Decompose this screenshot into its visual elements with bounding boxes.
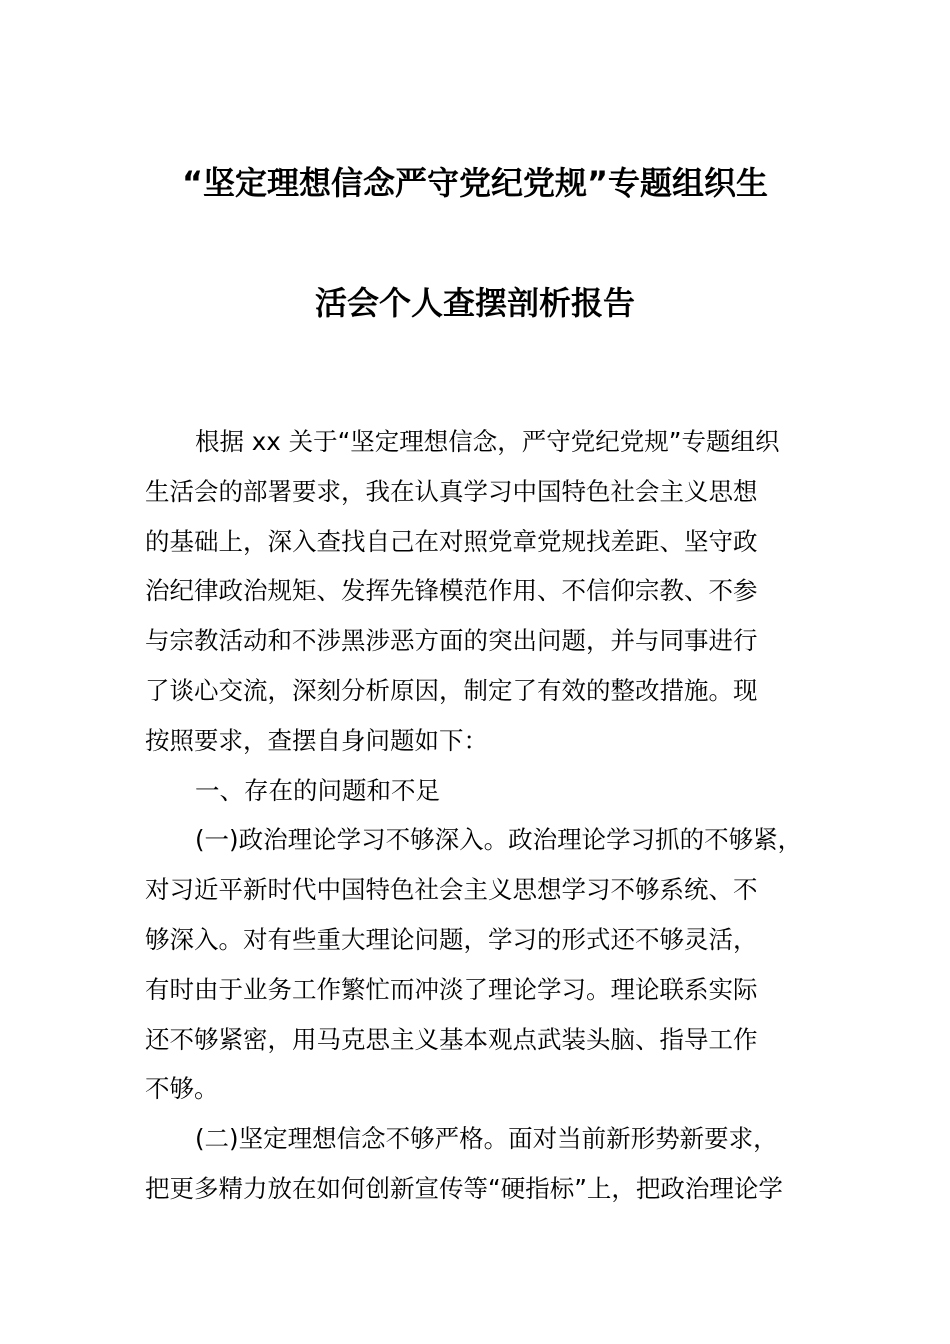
- body-line: 有时由于业务工作繁忙而冲淡了理论学习。理论联系实际: [145, 974, 758, 1004]
- body-line: 把更多精力放在如何创新宣传等“硬指标”上，把政治理论学: [145, 1173, 783, 1203]
- body-line: 不够。: [145, 1074, 219, 1104]
- body-line: 对习近平新时代中国特色社会主义思想学习不够系统、不: [145, 875, 758, 905]
- document-title-line-1: “坚定理想信念严守党纪党规”专题组织生: [181, 164, 769, 202]
- section-heading: 一、存在的问题和不足: [195, 775, 440, 805]
- body-line: 的基础上，深入查找自己在对照党章党规找差距、坚守政: [145, 526, 758, 556]
- body-line: (一)政治理论学习不够深入。政治理论学习抓的不够紧，: [195, 825, 803, 855]
- document-title-line-2: 活会个人查摆剖析报告: [314, 284, 635, 322]
- body-line: 根据 xx 关于“坚定理想信念，严守党纪党规”专题组织: [195, 427, 780, 456]
- document-body: [145, 417, 835, 1214]
- body-line: (二)坚定理想信念不够严格。面对当前新形势新要求，: [195, 1124, 778, 1154]
- body-line: 还不够紧密，用马克思主义基本观点武装头脑、指导工作: [145, 1024, 758, 1054]
- body-line: 生活会的部署要求，我在认真学习中国特色社会主义思想: [145, 476, 758, 506]
- body-line: 治纪律政治规矩、发挥先锋模范作用、不信仰宗教、不参: [145, 576, 758, 606]
- body-line: 够深入。对有些重大理论问题，学习的形式还不够灵活，: [145, 924, 758, 954]
- body-line: 了谈心交流，深刻分析原因，制定了有效的整改措施。现: [145, 675, 758, 705]
- body-line: 按照要求，查摆自身问题如下：: [145, 725, 488, 755]
- body-line: 与宗教活动和不涉黑涉恶方面的突出问题，并与同事进行: [145, 626, 758, 656]
